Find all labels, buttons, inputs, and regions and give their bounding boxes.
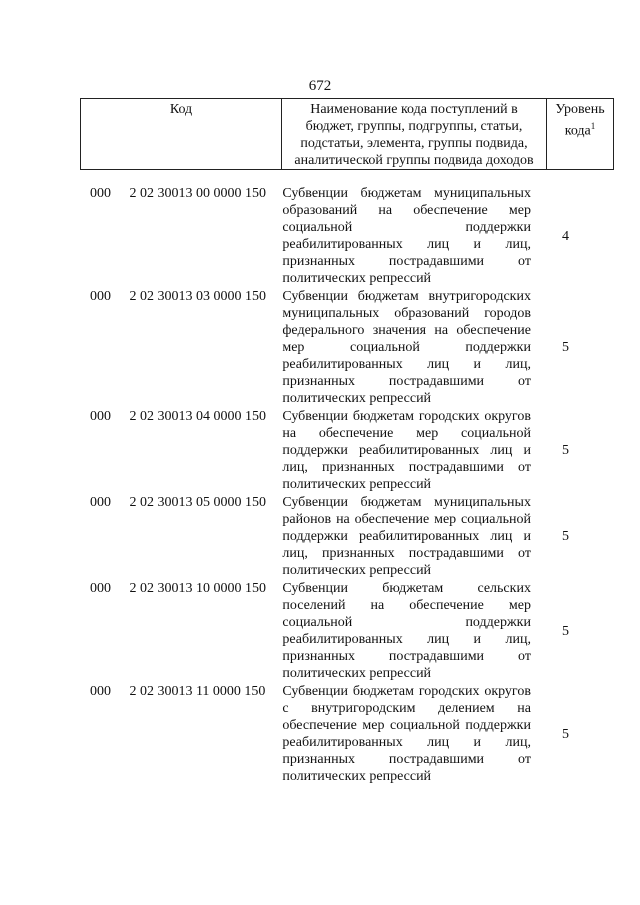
code-level: 5 — [561, 529, 569, 544]
table-row — [80, 683, 600, 785]
header-code-label: Код — [169, 102, 193, 117]
table-row — [80, 494, 600, 579]
revenue-name: Субвенции бюджетам внутригородских муниципальных образований городов федерального значения на обеспечение мер социальной поддержки реабилитированных лиц и лиц, признанных пострадавшими от политических репрессий — [282, 289, 531, 406]
revenue-name: Субвенции бюджетам городских округов с внутригородским делением на обеспечение мер социальной поддержки реабилитированных лиц и лиц, признанных пострадавшими от политических репрессий — [282, 684, 531, 784]
revenue-code: 2 02 30013 03 0000 150 — [129, 289, 266, 304]
table-header — [80, 98, 614, 170]
header-level-label: Уровень кода — [555, 102, 605, 139]
table-row — [80, 408, 600, 493]
header-name-label: Наименование кода поступлений в бюджет, группы, подгруппы, статьи, подстатьи, элемента, группы подвида, аналитической группы подвида доходов — [294, 102, 534, 168]
admin-code: 000 — [90, 289, 111, 304]
revenue-name: Субвенции бюджетам городских округов на обеспечение мер социальной поддержки реабилитированных лиц и лиц, признанных пострадавшими от политических репрессий — [282, 409, 531, 492]
header-name — [282, 99, 547, 170]
header-code — [81, 99, 282, 170]
table-row — [80, 580, 600, 682]
admin-code: 000 — [90, 581, 111, 596]
admin-code: 000 — [90, 409, 111, 424]
code-level: 5 — [561, 340, 569, 355]
revenue-code: 2 02 30013 05 0000 150 — [129, 495, 266, 510]
code-level: 5 — [561, 443, 569, 458]
revenue-code: 2 02 30013 04 0000 150 — [129, 409, 266, 424]
code-level: 5 — [561, 726, 569, 742]
page-number: 672 — [308, 78, 332, 94]
revenue-code: 2 02 30013 00 0000 150 — [129, 186, 266, 201]
table-row — [80, 288, 600, 407]
code-level: 4 — [561, 228, 569, 244]
admin-code: 000 — [90, 186, 111, 201]
header-level — [547, 99, 614, 170]
table-row — [80, 185, 600, 287]
table-body — [80, 185, 600, 786]
header-level-footnote: 1 — [590, 121, 596, 131]
revenue-name: Субвенции бюджетам муниципальных образований на обеспечение мер социальной поддержки реабилитированных лиц и лиц, признанных пострадавшими от политических репрессий — [282, 186, 531, 286]
revenue-name: Субвенции бюджетам муниципальных районов на обеспечение мер социальной поддержки реабилитированных лиц и лиц, признанных пострадавшими от политических репрессий — [282, 495, 531, 578]
revenue-code: 2 02 30013 10 0000 150 — [129, 581, 266, 596]
code-level: 5 — [561, 623, 569, 639]
admin-code: 000 — [90, 684, 111, 699]
revenue-code: 2 02 30013 11 0000 150 — [129, 684, 266, 699]
admin-code: 000 — [90, 495, 111, 510]
revenue-name: Субвенции бюджетам сельских поселений на обеспечение мер социальной поддержки реабилитированных лиц и лиц, признанных пострадавшими от политических репрессий — [282, 581, 531, 681]
